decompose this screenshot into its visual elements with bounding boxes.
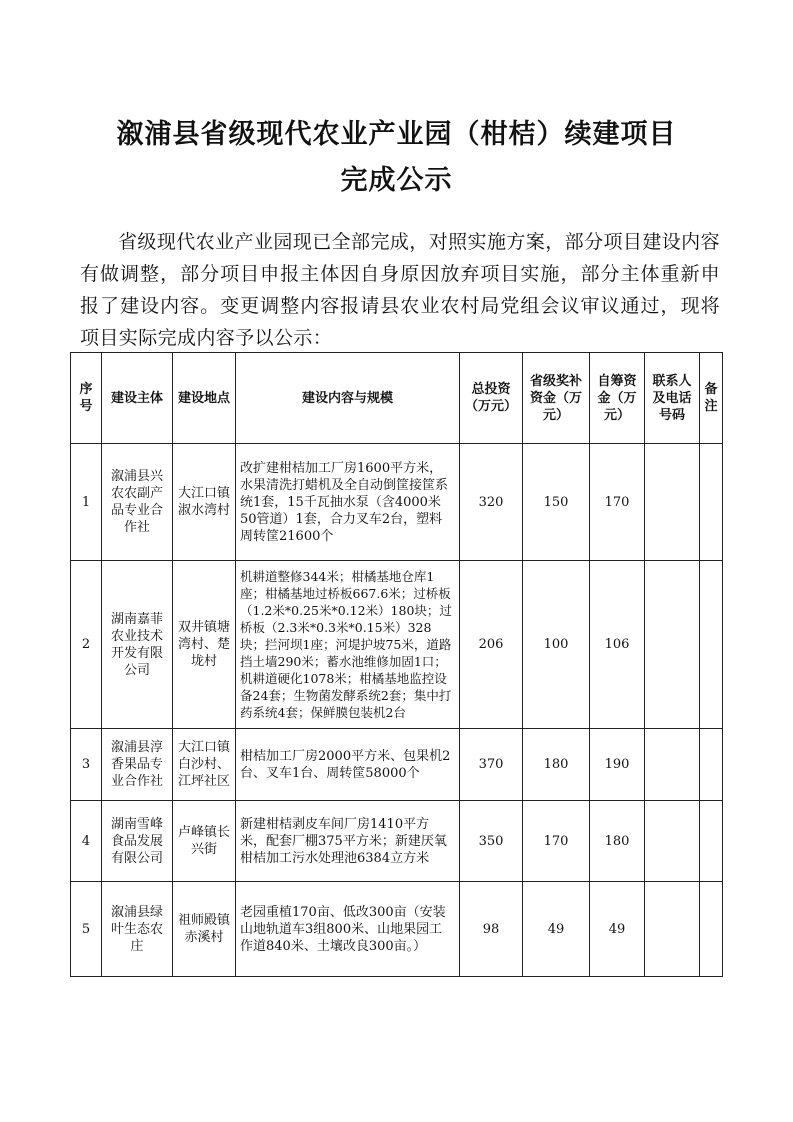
cell-location: 卢峰镇长兴街 — [173, 801, 236, 882]
cell-subsidy: 170 — [523, 801, 590, 882]
cell-note — [700, 801, 723, 882]
cell-note — [700, 444, 723, 561]
header-location: 建设地点 — [173, 353, 236, 444]
cell-contact — [645, 561, 700, 729]
cell-subsidy: 180 — [523, 729, 590, 801]
cell-contact — [645, 444, 700, 561]
document-title-line2: 完成公示 — [340, 165, 453, 196]
cell-no: 2 — [71, 561, 102, 729]
table-row — [71, 729, 723, 801]
cell-content: 柑桔加工厂房2000平方米、包果机2台、叉车1台、周转筐58000个 — [236, 729, 460, 801]
header-entity: 建设主体 — [102, 353, 173, 444]
cell-subsidy: 49 — [523, 882, 590, 977]
cell-content: 改扩建柑桔加工厂房1600平方米，水果清洗打蜡机及全自动倒筐接筐系统1套，15千瓦抽水泵（含4000米50管道）1套，合力叉车2台，塑料周转筐21600个 — [236, 444, 460, 561]
header-no: 序号 — [71, 353, 102, 444]
table-row — [71, 561, 723, 729]
cell-content: 机耕道整修344米；柑橘基地仓库1座；柑橘基地过桥板667.6米；过桥板（1.2米*0.25米*0.12米）180块；过桥板（2.3米*0.3米*0.15米）328块；拦河坝1座；河堤护坡75米，道路挡土墙290米；蓄水池维修加固1口；机耕道硬化1078米；柑橘基地监控设备24套；生物菌发酵系统2套；集中打药系统4套；保鲜膜包装机2台 — [236, 561, 460, 729]
cell-no: 1 — [71, 444, 102, 561]
cell-note — [700, 882, 723, 977]
table-row — [71, 801, 723, 882]
cell-total: 206 — [460, 561, 523, 729]
cell-content: 新建柑桔剥皮车间厂房1410平方米，配套厂棚375平方米；新建厌氧柑桔加工污水处理池6384立方米 — [236, 801, 460, 882]
cell-self: 180 — [590, 801, 645, 882]
cell-self: 49 — [590, 882, 645, 977]
header-self: 自筹资金（万元） — [590, 353, 645, 444]
cell-no: 5 — [71, 882, 102, 977]
cell-note — [700, 729, 723, 801]
cell-subsidy: 150 — [523, 444, 590, 561]
intro-paragraph: 省级现代农业产业园现已全部完成，对照实施方案，部分项目建设内容有做调整，部分项目申报主体因自身原因放弃项目实施，部分主体重新申报了建设内容。变更调整内容报请县农业农村局党组会议审议通过，现将项目实际完成内容予以公示： — [80, 231, 720, 349]
cell-location: 大江口镇白沙村、江坪社区 — [173, 729, 236, 801]
cell-entity: 湖南雪峰食品发展有限公司 — [102, 801, 173, 882]
cell-total: 98 — [460, 882, 523, 977]
cell-entity: 溆浦县绿叶生态农庄 — [102, 882, 173, 977]
cell-subsidy: 100 — [523, 561, 590, 729]
cell-location: 祖师殿镇赤溪村 — [173, 882, 236, 977]
document-title-line1: 溆浦县省级现代农业产业园（柑桔）续建项目 — [116, 119, 677, 150]
project-table — [70, 352, 723, 977]
cell-contact — [645, 882, 700, 977]
cell-entity: 湖南嘉菲农业技术开发有限公司 — [102, 561, 173, 729]
cell-total: 320 — [460, 444, 523, 561]
cell-total: 370 — [460, 729, 523, 801]
cell-self: 190 — [590, 729, 645, 801]
header-subsidy: 省级奖补资金（万元） — [523, 353, 590, 444]
header-note: 备注 — [700, 353, 723, 444]
cell-entity: 溆浦县淳香果品专业合作社 — [102, 729, 173, 801]
cell-no: 4 — [71, 801, 102, 882]
cell-contact — [645, 729, 700, 801]
cell-no: 3 — [71, 729, 102, 801]
cell-note — [700, 561, 723, 729]
cell-entity: 溆浦县兴农农副产品专业合作社 — [102, 444, 173, 561]
cell-total: 350 — [460, 801, 523, 882]
table-row — [71, 444, 723, 561]
cell-location: 大江口镇淑水湾村 — [173, 444, 236, 561]
cell-contact — [645, 801, 700, 882]
cell-self: 106 — [590, 561, 645, 729]
cell-content: 老园重植170亩、低改300亩（安装山地轨道车3组800米、山地果园工作道840米、土壤改良300亩。） — [236, 882, 460, 977]
header-contact: 联系人及电话号码 — [645, 353, 700, 444]
cell-location: 双井镇塘湾村、楚垅村 — [173, 561, 236, 729]
header-content: 建设内容与规模 — [236, 353, 460, 444]
table-row — [71, 882, 723, 977]
cell-self: 170 — [590, 444, 645, 561]
header-total: 总投资（万元） — [460, 353, 523, 444]
table-header-row — [71, 353, 723, 444]
